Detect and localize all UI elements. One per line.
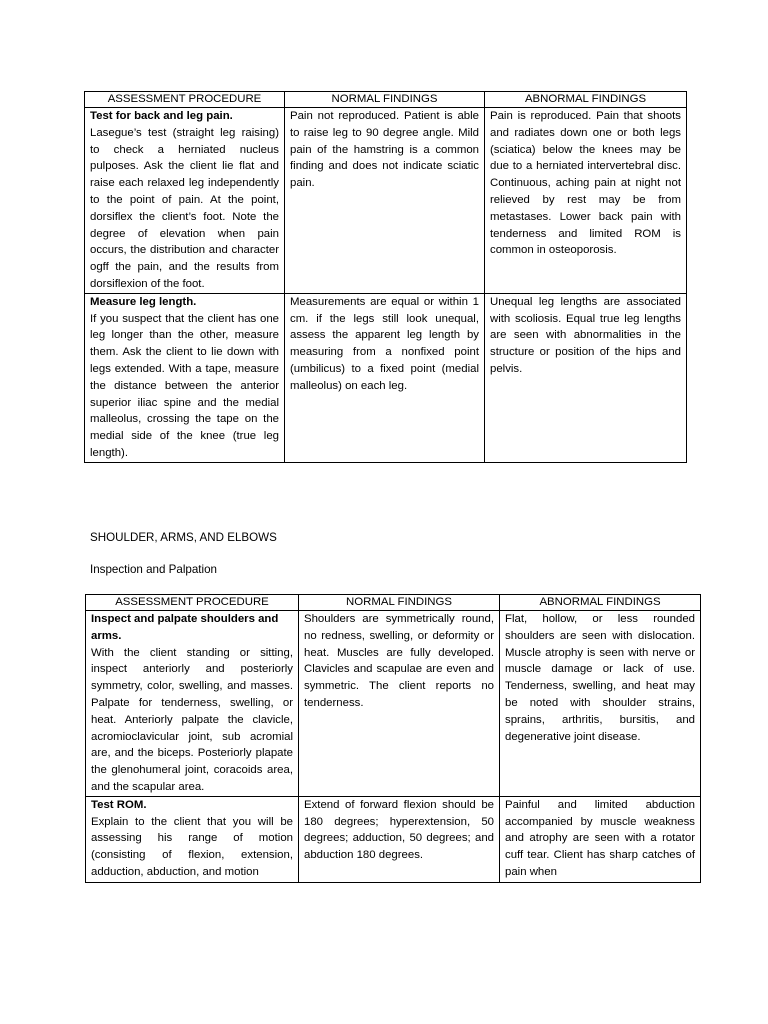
header-abnormal-findings: ABNORMAL FINDINGS: [485, 92, 687, 108]
abnormal-findings-cell: Flat, hollow, or less rounded shoulders are seen with dislocation. Muscle atrophy is seen with nerve or muscle damage or lack of use. Tenderness, swelling, and heat may be noted with shoulder strains, sprains, arthritis, bursitis, and degenerative joint disease.: [500, 611, 701, 797]
sub-heading: Inspection and Palpation: [90, 563, 217, 576]
header-assessment-procedure: ASSESSMENT PROCEDURE: [86, 595, 299, 611]
abnormal-findings-cell: Unequal leg lengths are associated with scoliosis. Equal true leg lengths are seen with abnormalities in the structure or position of the hips and pelvis.: [485, 293, 687, 462]
header-assessment-procedure: ASSESSMENT PROCEDURE: [85, 92, 285, 108]
header-normal-findings: NORMAL FINDINGS: [299, 595, 500, 611]
procedure-cell: [86, 611, 299, 797]
procedure-title: Inspect and palpate shoulders and arms.: [91, 613, 279, 642]
header-abnormal-findings: ABNORMAL FINDINGS: [500, 595, 701, 611]
procedure-title: Test ROM.: [91, 798, 147, 811]
normal-findings-cell: Measurements are equal or within 1 cm. if the legs still look unequal, assess the apparent leg length by measuring from a nonfixed point (umbilicus) to a fixed point (medial malleolus) on each leg.: [285, 293, 485, 462]
table-row: [86, 796, 701, 882]
procedure-title: Measure leg length.: [90, 295, 197, 308]
normal-findings-cell: Pain not reproduced. Patient is able to raise leg to 90 degree angle. Mild pain of the hamstring is a common finding and does not indicate sciatic pain.: [285, 108, 485, 294]
table-row: [86, 611, 701, 797]
procedure-cell: [86, 796, 299, 882]
procedure-title: Test for back and leg pain.: [90, 110, 233, 122]
assessment-table-shoulders: [85, 594, 701, 883]
procedure-text: With the client standing or sitting, inspect anteriorly and posteriorly symmetry, color, swelling, and masses. Palpate for tenderness, swelling, or heat. Anteriorly palpate the clavicle, acromioclavicular joint, sub acromial are, and the biceps. Posteriorly plapate the glenohumeral joint, coracoids area, and the scapular area.: [91, 646, 293, 793]
procedure-text: If you suspect that the client has one leg longer than the other, measure them. Ask the client to lie down with legs extended. With a tape, measure the distance between the anterior superior iliac spine and the medial malleolus, crossing the tape on the medial side of the knee (true leg length).: [90, 312, 279, 459]
procedure-text: Explain to the client that you will be assessing his range of motion (consisting of flexion, extension, adduction, abduction, and motion: [91, 815, 293, 878]
abnormal-findings-cell: Painful and limited abduction accompanied by muscle weakness and atrophy are seen with a rotator cuff tear. Client has sharp catches of pain when: [500, 796, 701, 882]
normal-findings-cell: Extend of forward flexion should be 180 degrees; hyperextension, 50 degrees; adduction, 50 degrees; and abduction 180 degrees.: [299, 796, 500, 882]
table-header-row: [86, 595, 701, 611]
section-heading: SHOULDER, ARMS, AND ELBOWS: [90, 531, 277, 544]
normal-findings-cell: Shoulders are symmetrically round, no redness, swelling, or deformity or heat. Muscles are fully developed. Clavicles and scapulae are even and symmetric. The client reports no tenderness.: [299, 611, 500, 797]
procedure-text: Lasegue’s test (straight leg raising) to check a herniated nucleus pulposes. Ask the client lie flat and raise each relaxed leg independently to the point of pain. At the point, dorsiflex the client’s foot. Note the degree of elevation when pain occurs, the distribution and character ogff the pain, and the results from dorsiflexion of the foot.: [90, 126, 279, 290]
abnormal-findings-cell: Pain is reproduced. Pain that shoots and radiates down one or both legs (sciatica) below the knees may be due to a herniated intervertebral disc. Continuous, aching pain at night not relieved by rest may be from metastases. Lower back pain with tenderness and limited ROM is common in osteoporosis.: [485, 108, 687, 294]
header-normal-findings: NORMAL FINDINGS: [285, 92, 485, 108]
